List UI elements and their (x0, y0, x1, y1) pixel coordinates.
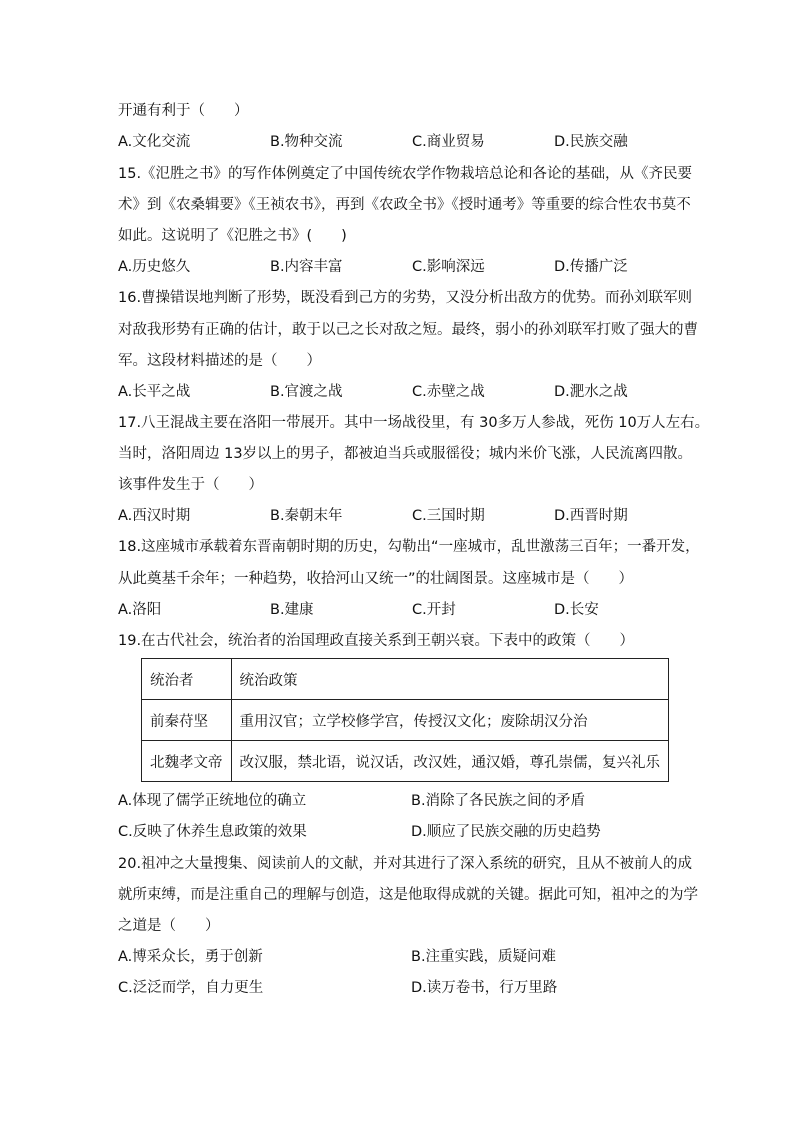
q17-option-c[interactable]: C.三国时期 (412, 508, 485, 524)
q15-stem-line: 如此。这说明了《氾胜之书》( ) (118, 228, 347, 244)
q16-stem-line: 军。这段材料描述的是（ ） (118, 353, 321, 369)
q14-option-d[interactable]: D.民族交融 (554, 134, 628, 150)
q20-option-c[interactable]: C.泛泛而学，自力更生 (118, 980, 264, 996)
q15-option-d[interactable]: D.传播广泛 (554, 259, 628, 275)
table-cell-policy: 重用汉官；立学校修学宫，传授汉文化；废除胡汉分治 (231, 700, 669, 741)
q19-options-row1 (118, 791, 688, 811)
q15-option-c[interactable]: C.影响深远 (412, 259, 485, 275)
q18-option-b[interactable]: B.建康 (270, 602, 314, 618)
q15-stem-line: 15.《氾胜之书》的写作体例奠定了中国传统农学作物栽培总论和各论的基础，从《齐民要 (118, 166, 693, 182)
q17-option-d[interactable]: D.西晋时期 (554, 508, 628, 524)
q14-options (118, 132, 688, 152)
q19-option-b[interactable]: B.消除了各民族之间的矛盾 (411, 793, 586, 809)
q16-option-a[interactable]: A.长平之战 (118, 384, 191, 400)
table-header-row (142, 659, 669, 700)
q16-stem-line: 16.曹操错误地判断了形势，既没看到己方的劣势，又没分析出敌方的优势。而孙刘联军则 (118, 290, 693, 306)
q19-option-c[interactable]: C.反映了休养生息政策的效果 (118, 824, 307, 840)
q19-stem-line: 19.在古代社会，统治者的治国理政直接关系到王朝兴衰。下表中的政策（ ） (118, 633, 635, 649)
q14-option-a[interactable]: A.文化交流 (118, 134, 191, 150)
q18-option-c[interactable]: C.开封 (412, 602, 456, 618)
table-header-cell: 统治政策 (231, 659, 669, 700)
q17-option-a[interactable]: A.西汉时期 (118, 508, 191, 524)
q17-stem-line: 当时，洛阳周边 13岁以上的男子，都被迫当兵或服徭役；城内米价飞涨，人民流离四散。 (118, 446, 693, 462)
q16-option-c[interactable]: C.赤壁之战 (412, 384, 485, 400)
q15-stem-line: 术》到《农桑辑要》《王祯农书》，再到《农政全书》《授时通考》等重要的综合性农书莫不 (118, 197, 691, 213)
table-row (142, 741, 669, 782)
q20-stem-line: 之道是（ ） (118, 918, 220, 934)
policy-table (141, 658, 669, 782)
q17-options (118, 506, 688, 526)
q20-options-row1 (118, 947, 688, 967)
q19-option-d[interactable]: D.顺应了民族交融的历史趋势 (411, 824, 601, 840)
q19-options-row2 (118, 822, 688, 842)
table-cell-ruler: 北魏孝文帝 (142, 741, 232, 782)
q16-options (118, 382, 688, 402)
q15-option-b[interactable]: B.内容丰富 (270, 259, 343, 275)
q16-option-b[interactable]: B.官渡之战 (270, 384, 343, 400)
q20-options-row2 (118, 978, 688, 998)
q14-option-b[interactable]: B.物种交流 (270, 134, 343, 150)
q20-option-d[interactable]: D.读万卷书，行万里路 (411, 980, 558, 996)
q18-stem-line: 18.这座城市承载着东晋南朝时期的历史，勾勒出“一座城市，乱世激荡三百年；一番开发， (118, 539, 700, 555)
q19-option-a[interactable]: A.体现了儒学正统地位的确立 (118, 793, 307, 809)
q20-stem-line: 就所束缚，而是注重自己的理解与创造，这是他取得成就的关键。据此可知，祖冲之的为学 (118, 887, 698, 903)
q18-option-a[interactable]: A.洛阳 (118, 602, 162, 618)
q20-option-b[interactable]: B.注重实践，质疑问难 (411, 949, 557, 965)
table-cell-policy: 改汉服，禁北语，说汉话，改汉姓，通汉婚，尊孔崇儒，复兴礼乐 (231, 741, 669, 782)
q17-stem-line: 17.八王混战主要在洛阳一带展开。其中一场战役里，有 30多万人参战，死伤 10万人左右。 (118, 415, 710, 431)
q18-stem-line: 从此奠基千余年；一种趋势，收拾河山又统一”的壮阔图景。这座城市是（ ） (118, 571, 634, 587)
q17-stem-line: 该事件发生于（ ） (118, 477, 263, 493)
table-header-cell: 统治者 (142, 659, 232, 700)
q15-option-a[interactable]: A.历史悠久 (118, 259, 191, 275)
q16-stem-line: 对敌我形势有正确的估计，敢于以己之长对敌之短。最终，弱小的孙刘联军打败了强大的曹 (118, 322, 698, 338)
table-cell-ruler: 前秦苻坚 (142, 700, 232, 741)
q16-option-d[interactable]: D.淝水之战 (554, 384, 628, 400)
q17-option-b[interactable]: B.秦朝末年 (270, 508, 343, 524)
q18-option-d[interactable]: D.长安 (554, 602, 599, 618)
q20-option-a[interactable]: A.博采众长，勇于创新 (118, 949, 263, 965)
table-row (142, 700, 669, 741)
q14-stem: 开通有利于（ ） (118, 103, 249, 119)
q15-options (118, 257, 688, 277)
q20-stem-line: 20.祖冲之大量搜集、阅读前人的文献，并对其进行了深入系统的研究，且从不被前人的成 (118, 856, 693, 872)
q18-options (118, 600, 688, 620)
q14-option-c[interactable]: C.商业贸易 (412, 134, 485, 150)
